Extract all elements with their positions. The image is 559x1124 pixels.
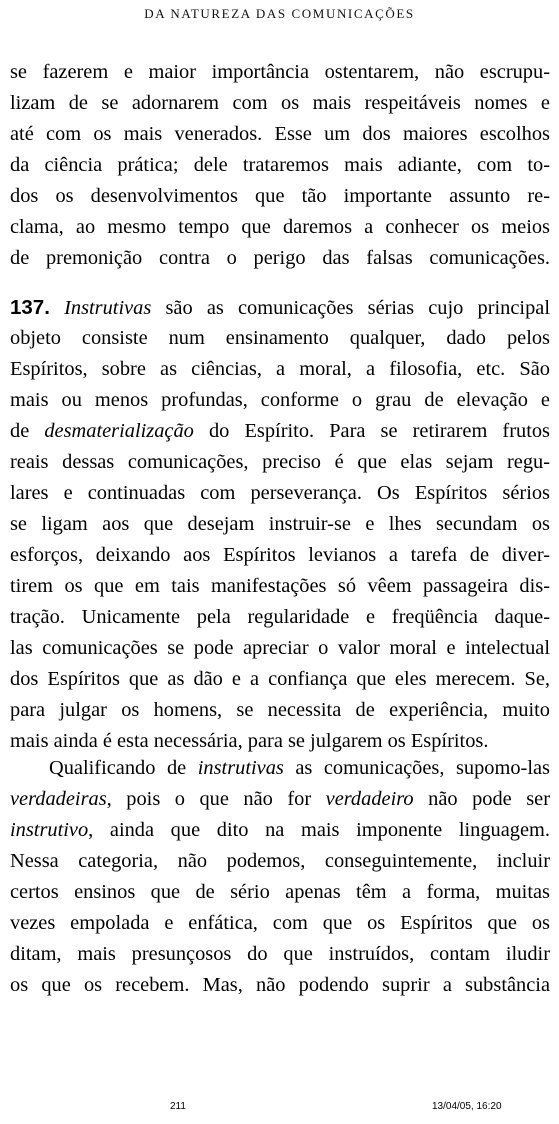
italic-term: instrutivas xyxy=(197,757,284,779)
text-line: ditam, mais presunçosos do que instruídos, contam iludir xyxy=(10,943,550,965)
italic-term: verdadeiro xyxy=(325,788,414,810)
text-fragment: , ainda que dito na mais imponente linguagem. xyxy=(88,819,550,841)
text-line xyxy=(10,815,550,846)
paragraph-3 xyxy=(10,753,550,1001)
text-line: objeto consiste num ensinamento qualquer, dado pelos xyxy=(10,327,550,349)
text-line: tirem os que em tais manifestações só vêem passageira dis- xyxy=(10,575,550,597)
text-line: os que os recebem. Mas, não podendo suprir a substância xyxy=(10,974,550,996)
text-line: lizam de se adornarem com os mais respeitáveis nomes e xyxy=(10,92,550,114)
text-fragment: as comunicações, supomo-las xyxy=(283,757,550,779)
text-fragment: do Espírito. Para se retirarem frutos xyxy=(193,420,550,442)
italic-term: instrutivo xyxy=(10,819,89,841)
text-fragment: de xyxy=(10,420,45,442)
text-line: certos ensinos que de sério apenas têm a forma, muitas xyxy=(10,881,550,903)
text-fragment: são as comunicações sérias cujo principal xyxy=(151,297,550,319)
text-fragment: não pode ser xyxy=(413,788,551,810)
text-line xyxy=(10,292,550,323)
item-number: 137. xyxy=(10,296,50,319)
italic-term: verdadeiras xyxy=(10,788,107,810)
text-line xyxy=(10,753,550,784)
paragraph-1 xyxy=(10,57,550,274)
text-fragment: , pois o que não for xyxy=(106,788,326,810)
text-line: esforços, deixando aos Espíritos levianos a tarefa de diver- xyxy=(10,544,550,566)
text-line: se ligam aos que desejam instruir-se e lhes secundam os xyxy=(10,513,550,535)
text-line: se fazerem e maior importância ostentarem, não escrupu- xyxy=(10,61,550,83)
text-line: dos os desenvolvimentos que tão importante assunto re- xyxy=(10,185,550,207)
text-line: Nessa categoria, não podemos, conseguintemente, incluir xyxy=(10,850,550,872)
text-line: da ciência prática; dele trataremos mais adiante, com to- xyxy=(10,154,550,176)
text-line: até com os mais venerados. Esse um dos maiores escolhos xyxy=(10,123,550,145)
text-line: tração. Unicamente pela regularidade e freqüência daque- xyxy=(10,606,550,628)
text-line xyxy=(10,416,550,447)
text-line: clama, ao mesmo tempo que daremos a conhecer os meios xyxy=(10,216,550,238)
text-line: mais ainda é esta necessária, para se julgarem os Espíritos. xyxy=(10,730,489,752)
text-line: de premonição contra o perigo das falsas comunicações. xyxy=(10,247,550,269)
text-line: dos Espíritos que as dão e a confiança que eles merecem. Se, xyxy=(10,668,550,690)
paragraph-137 xyxy=(10,292,550,757)
text-line: mais ou menos profundas, conforme o grau de elevação e xyxy=(10,389,550,411)
page-number: 211 xyxy=(170,1101,186,1112)
text-line: para julgar os homens, se necessita de experiência, muito xyxy=(10,699,550,721)
running-head: DA NATUREZA DAS COMUNICAÇÕES xyxy=(144,6,415,21)
text-line: las comunicações se pode apreciar o valor moral e intelectual xyxy=(10,637,550,659)
text-line: reais dessas comunicações, preciso é que elas sejam regu- xyxy=(10,451,550,473)
text-line: lares e continuadas com perseverança. Os Espíritos sérios xyxy=(10,482,550,504)
italic-term: desmaterialização xyxy=(44,420,194,442)
text-line: Espíritos, sobre as ciências, a moral, a filosofia, etc. São xyxy=(10,358,550,380)
text-line xyxy=(10,784,550,815)
text-fragment: Qualificando de xyxy=(49,757,198,779)
text-line: vezes empolada e enfática, com que os Espíritos que os xyxy=(10,912,550,934)
italic-term: Instrutivas xyxy=(64,297,152,319)
print-timestamp: 13/04/05, 16:20 xyxy=(432,1101,502,1112)
